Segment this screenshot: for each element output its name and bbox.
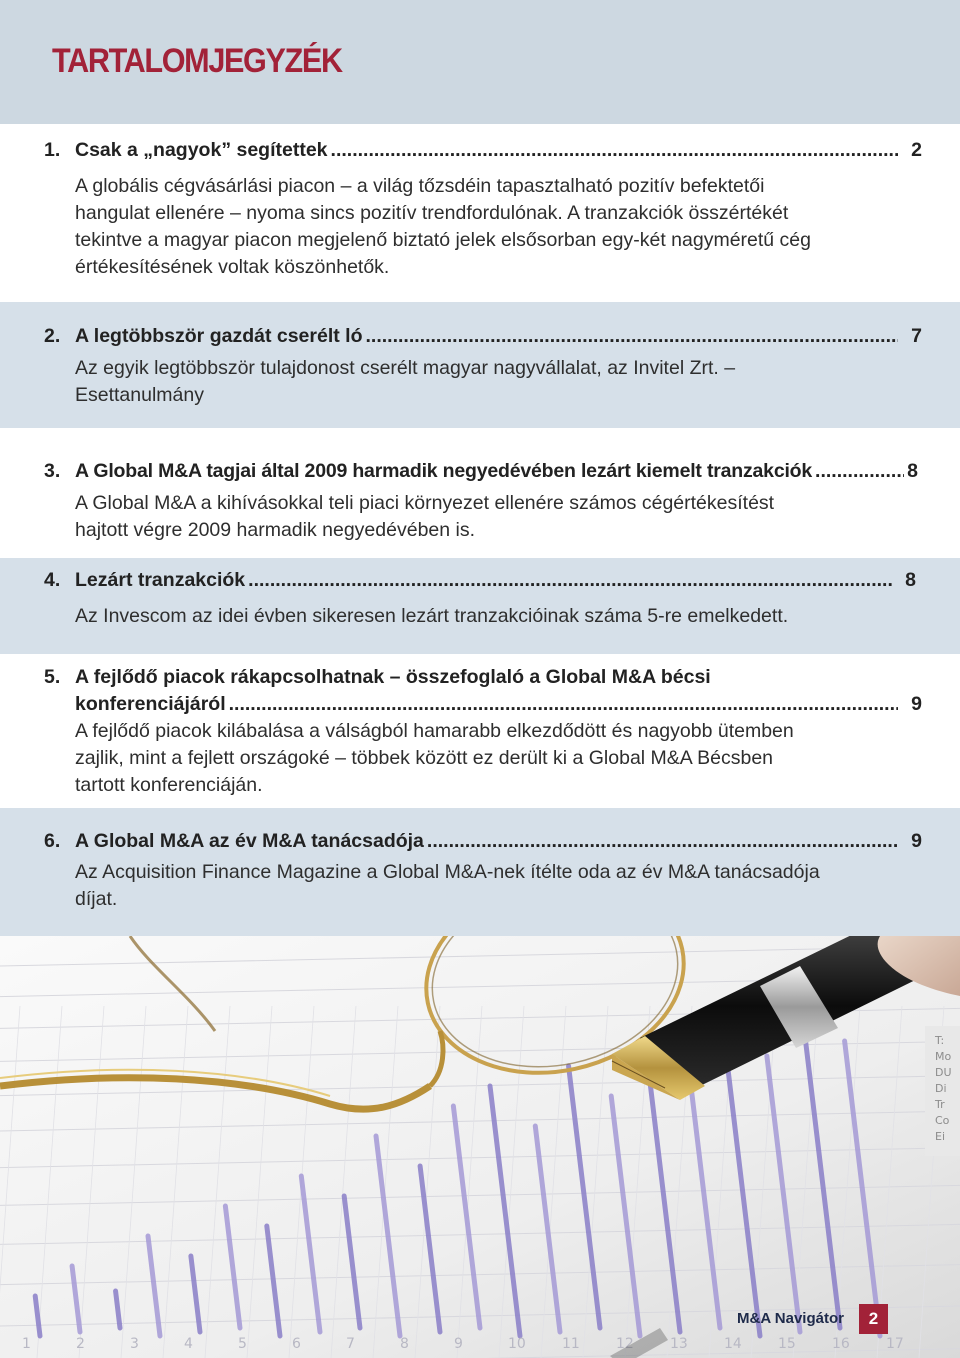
description-line: Az egyik legtöbbször tulajdonost cserélt magyar nagyvállalat, az Invitel Zrt. – bbox=[75, 357, 736, 379]
entry-number: 1. bbox=[44, 139, 61, 161]
description-line: zajlik, mint a fejlett országoké – többek között ez derült ki a Global M&A Bécsben bbox=[75, 747, 774, 769]
axis-number: 7 bbox=[346, 1336, 355, 1352]
legend-text: Ei bbox=[935, 1130, 946, 1143]
entry-number: 6. bbox=[44, 830, 61, 852]
photo-illustration bbox=[0, 936, 960, 1358]
dot-leader bbox=[427, 828, 898, 855]
description-line: Az Invescom az idei évben sikeresen lezárt tranzakcióinak száma 5-re emelkedett. bbox=[75, 605, 789, 627]
cover-photo bbox=[0, 936, 960, 1358]
entry-description bbox=[75, 603, 788, 630]
entry-description bbox=[75, 718, 794, 799]
entry-description bbox=[75, 173, 811, 281]
description-line: A fejlődő piacok kilábalása a válságból hamarabb elkezdődött és nagyobb ütemben bbox=[75, 720, 794, 742]
axis-number: 11 bbox=[562, 1336, 580, 1352]
axis-number: 3 bbox=[130, 1336, 139, 1352]
entry-description bbox=[75, 355, 735, 409]
description-line: tekintve a magyar piacon megjelenő biztató jelek elsősorban egy-két nagyméretű cég bbox=[75, 229, 812, 251]
legend-text: Mo bbox=[935, 1050, 952, 1063]
axis-number: 15 bbox=[778, 1336, 796, 1352]
axis-number: 2 bbox=[76, 1336, 85, 1352]
entry-title-line: konferenciájáról bbox=[75, 693, 226, 715]
axis-number: 6 bbox=[292, 1336, 301, 1352]
entry-number: 2. bbox=[44, 325, 61, 347]
dot-leader bbox=[229, 691, 898, 718]
entry-title: Lezárt tranzakciók bbox=[75, 569, 246, 591]
publication-name: M&A Navigátor bbox=[737, 1310, 844, 1327]
axis-number: 9 bbox=[454, 1336, 463, 1352]
toc-entry-2 bbox=[0, 302, 960, 428]
legend-text: Tr bbox=[935, 1098, 945, 1111]
toc-entry-6 bbox=[0, 808, 960, 936]
axis-number: 8 bbox=[400, 1336, 409, 1352]
legend-text: T: bbox=[935, 1034, 945, 1047]
entry-title: A Global M&A tagjai által 2009 harmadik negyedévében lezárt kiemelt tranzakciók bbox=[75, 460, 813, 482]
legend-text: Di bbox=[935, 1082, 947, 1095]
entry-page-number: 2 bbox=[911, 139, 922, 161]
dot-leader bbox=[248, 567, 892, 594]
dot-leader bbox=[815, 458, 904, 485]
entry-page-number: 9 bbox=[911, 693, 922, 715]
description-line: hangulat ellenére – nyoma sincs pozitív trendfordulónak. A tranzakciók összértékét bbox=[75, 202, 789, 224]
toc-entry-1 bbox=[0, 124, 960, 302]
toc-entry-4 bbox=[0, 558, 960, 654]
axis-number: 12 bbox=[616, 1336, 634, 1352]
description-line: hajtott végre 2009 harmadik negyedévében is. bbox=[75, 519, 476, 541]
entry-page-number: 8 bbox=[907, 460, 918, 482]
description-line: értékesítésének voltak köszönhetők. bbox=[75, 256, 390, 278]
dot-leader bbox=[331, 137, 898, 164]
description-line: díjat. bbox=[75, 888, 118, 910]
entry-page-number: 9 bbox=[911, 830, 922, 852]
entry-page-number: 7 bbox=[911, 325, 922, 347]
page-title: TARTALOMJEGYZÉK bbox=[52, 42, 342, 80]
axis-number: 1 bbox=[22, 1336, 31, 1352]
axis-number: 10 bbox=[508, 1336, 526, 1352]
entry-title: A legtöbbször gazdát cserélt ló bbox=[75, 325, 363, 347]
entry-page-number: 8 bbox=[905, 569, 916, 591]
axis-number: 14 bbox=[724, 1336, 742, 1352]
axis-number: 17 bbox=[886, 1336, 904, 1352]
footer-page-number: 2 bbox=[859, 1304, 888, 1334]
axis-number: 4 bbox=[184, 1336, 193, 1352]
entry-title-line: A fejlődő piacok rákapcsolhatnak – összefoglaló a Global M&A bécsi bbox=[75, 666, 711, 688]
entry-title: A Global M&A az év M&A tanácsadója bbox=[75, 830, 424, 852]
entry-description bbox=[75, 490, 774, 544]
entry-number: 3. bbox=[44, 460, 61, 482]
axis-number: 5 bbox=[238, 1336, 247, 1352]
description-line: Esettanulmány bbox=[75, 384, 204, 406]
toc-entry-5 bbox=[0, 654, 960, 808]
dot-leader bbox=[366, 323, 899, 350]
legend-text: Co bbox=[935, 1114, 950, 1127]
entry-number: 4. bbox=[44, 569, 61, 591]
entry-description bbox=[75, 859, 820, 913]
axis-number: 16 bbox=[832, 1336, 850, 1352]
entry-heading[interactable] bbox=[44, 664, 922, 718]
entry-title: Csak a „nagyok” segítettek bbox=[75, 139, 328, 161]
toc-entry-3 bbox=[0, 428, 960, 558]
axis-number: 13 bbox=[670, 1336, 688, 1352]
entry-number: 5. bbox=[44, 666, 61, 688]
legend-text: DU bbox=[935, 1066, 952, 1079]
description-line: Az Acquisition Finance Magazine a Global M&A-nek ítélte oda az év M&A tanácsadója bbox=[75, 861, 820, 883]
description-line: A globális cégvásárlási piacon – a világ tőzsdéin tapasztalható pozitív befektetői bbox=[75, 175, 765, 197]
description-line: tartott konferenciáján. bbox=[75, 774, 263, 796]
description-line: A Global M&A a kihívásokkal teli piaci környezet ellenére számos cégértékesítést bbox=[75, 492, 775, 514]
